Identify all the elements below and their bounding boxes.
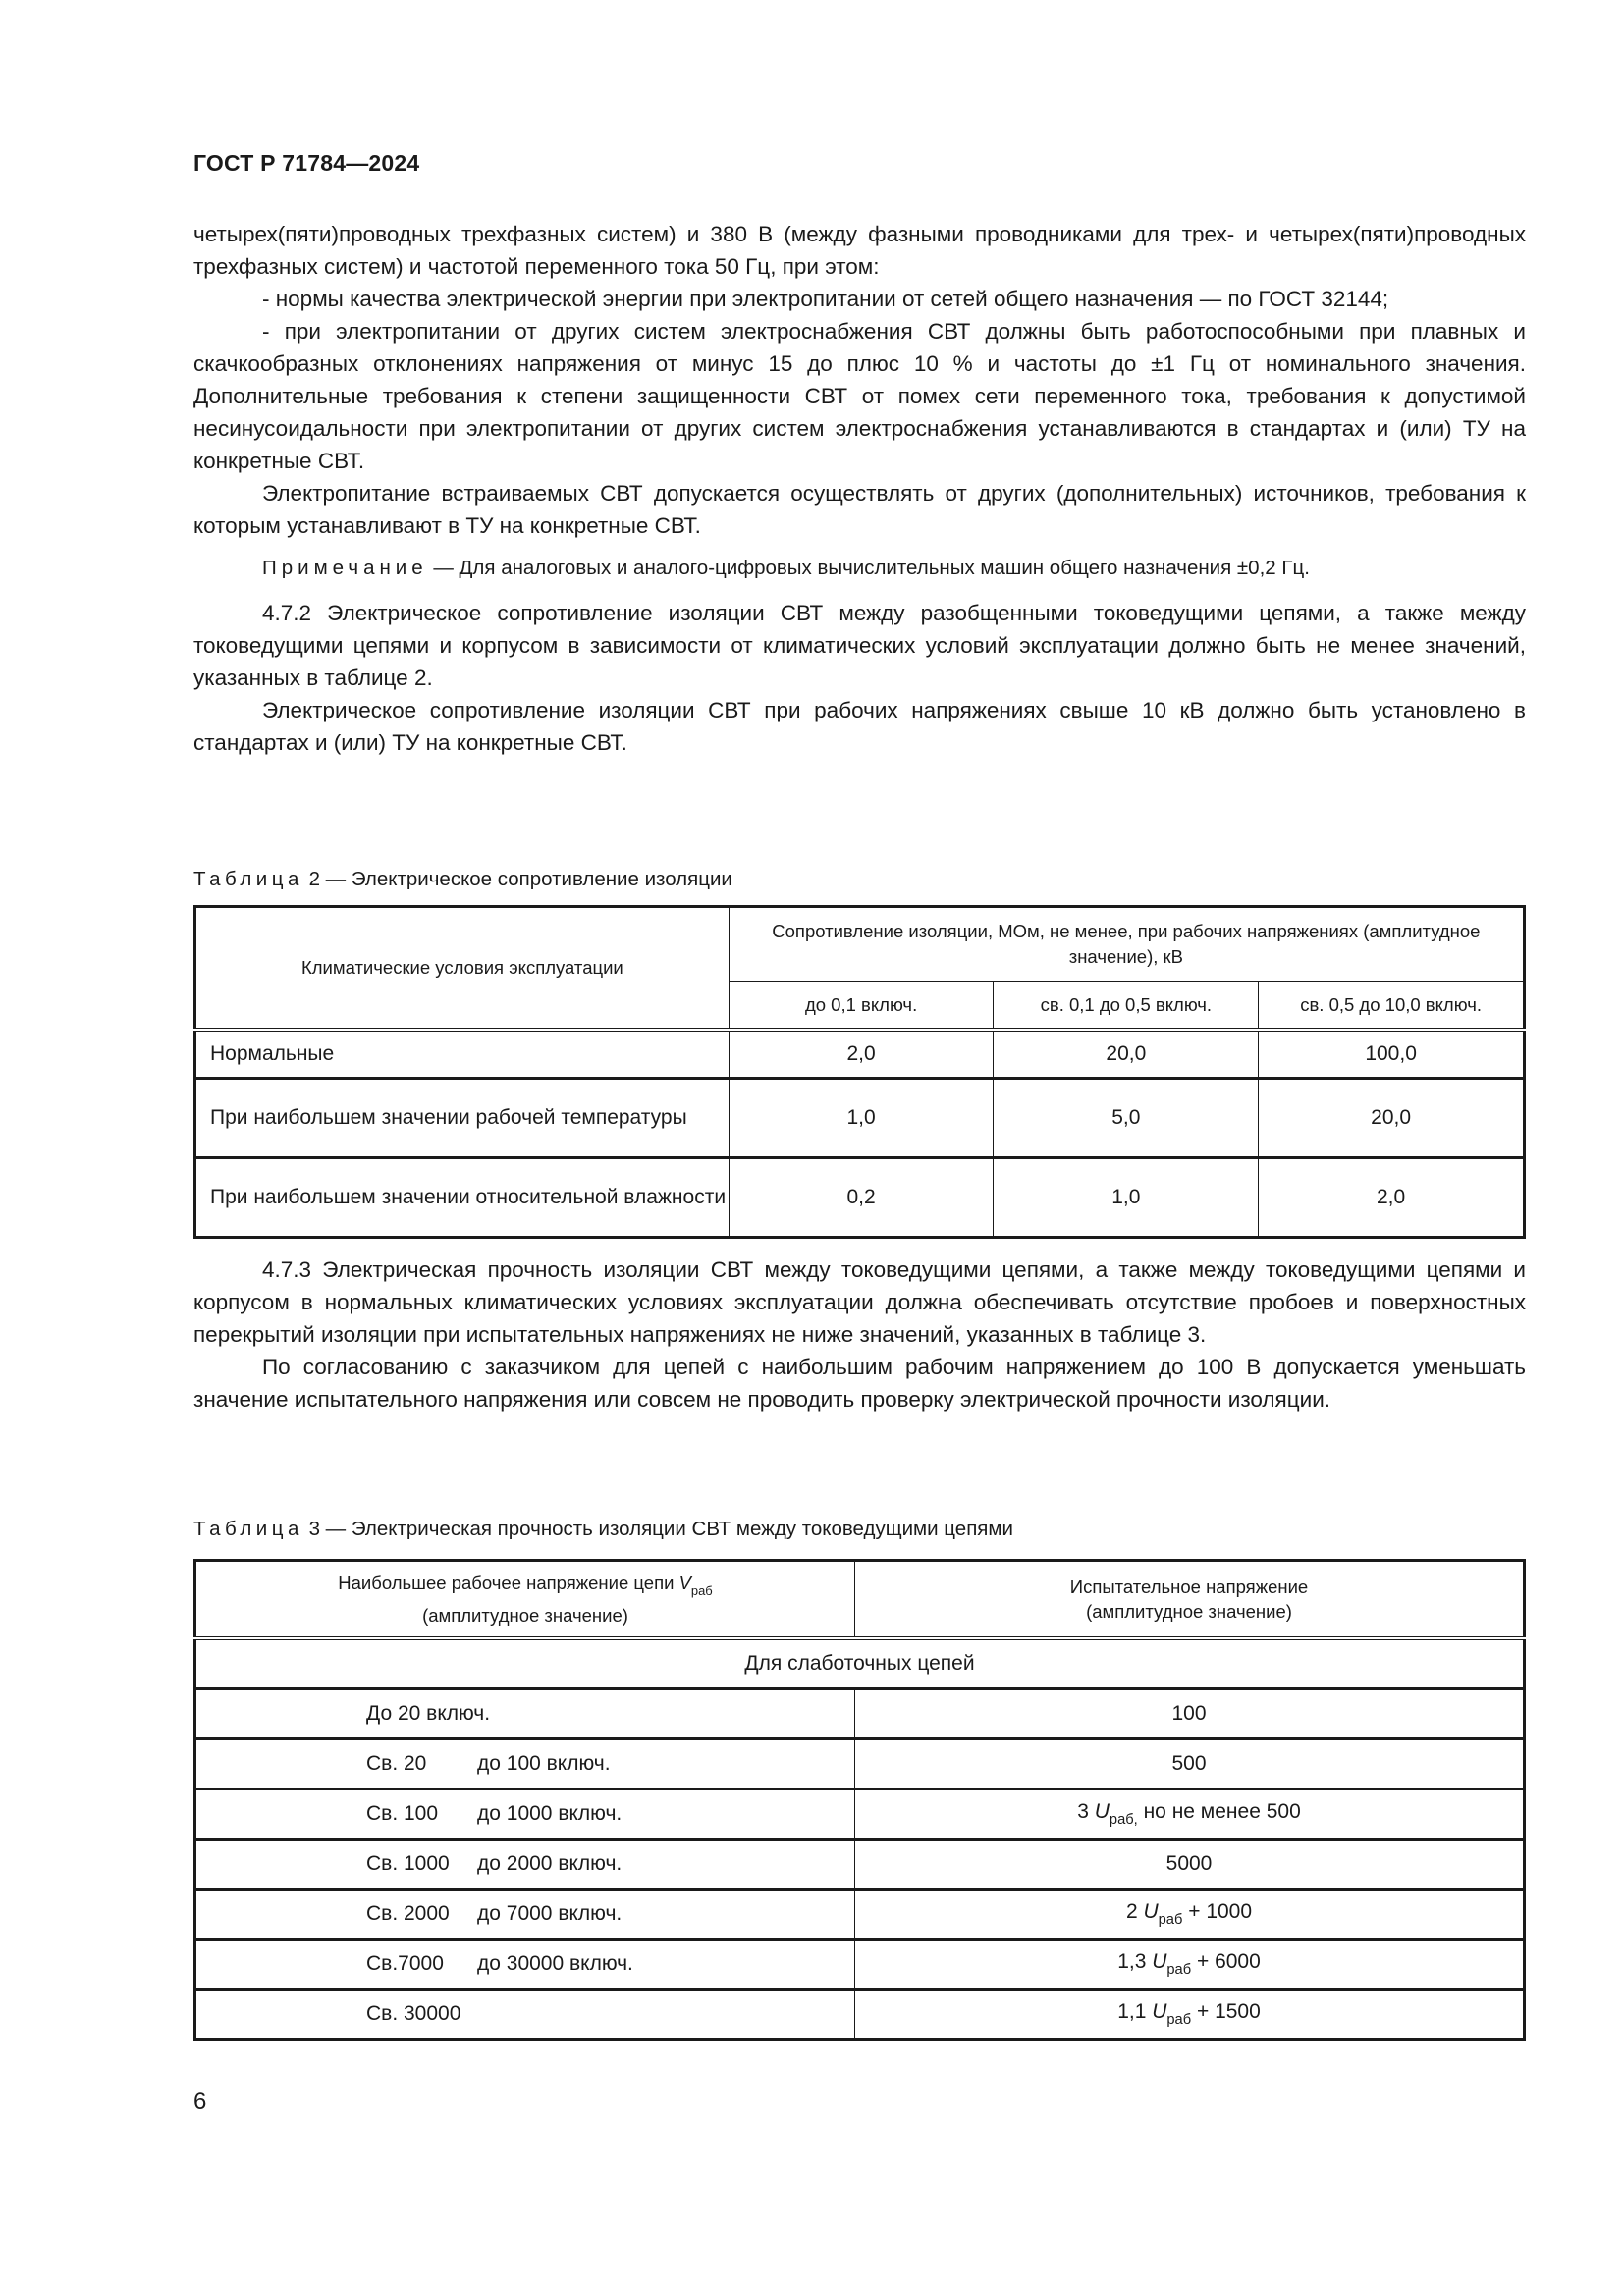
table-title: 2 — Электрическое сопротивление изоляции	[302, 868, 732, 890]
paragraph: четырех(пяти)проводных трехфазных систем) и 380 В (между фазными проводниками для трех- и четырех(пяти)проводных трехфазных систем) и частотой переменного тока 50 Гц, при этом:	[193, 222, 1526, 279]
row-label: При наибольшем значении относительной влажности	[195, 1158, 730, 1238]
column-header-test-voltage: Испытательное напряжение (амплитудное значение)	[855, 1561, 1525, 1639]
page-number: 6	[193, 2088, 207, 2114]
table-row	[195, 1940, 1525, 1990]
cell: 1,0	[994, 1158, 1259, 1238]
cell: 1,0	[729, 1079, 994, 1158]
table-row	[195, 1739, 1525, 1789]
column-header: св. 0,1 до 0,5 включ.	[994, 982, 1259, 1031]
cell: 100,0	[1259, 1030, 1525, 1079]
cell: 2,0	[1259, 1158, 1525, 1238]
table-3-caption	[193, 1518, 1013, 1541]
column-header-working-voltage: Наибольшее рабочее напряжение цепи $V_{раб}$ (амплитудное значение)	[195, 1561, 855, 1639]
test-voltage-cell: 2 $U_{раб} + 1000$	[855, 1890, 1525, 1940]
table-row	[195, 1079, 1525, 1158]
row-label: При наибольшем значении рабочей температуры	[195, 1079, 730, 1158]
body-text	[193, 218, 1526, 759]
table-row	[195, 1890, 1525, 1940]
cell: 2,0	[729, 1030, 994, 1079]
table-row	[195, 1030, 1525, 1079]
table-2-caption	[193, 868, 732, 891]
test-voltage-cell: 1,1 $U_{раб} + 1500$	[855, 1990, 1525, 2040]
table-row	[195, 1840, 1525, 1890]
range-cell: Св. 2000 до 7000 включ.	[195, 1890, 855, 1940]
cell: 0,2	[729, 1158, 994, 1238]
table-label: Таблица	[193, 1518, 303, 1540]
paragraph: По согласованию с заказчиком для цепей с наибольшим рабочим напряжением до 100 В допускается уменьшать значение испытательного напряжения или совсем не проводить проверку электрической прочности изоляции.	[193, 1355, 1526, 1412]
column-header: св. 0,5 до 10,0 включ.	[1259, 982, 1525, 1031]
table-3	[193, 1559, 1526, 2041]
test-voltage-cell: 100	[855, 1689, 1525, 1739]
list-item: - нормы качества электрической энергии при электропитании от сетей общего назначения — по ГОСТ 32144;	[262, 287, 1389, 311]
range-cell: Св. 1000 до 2000 включ.	[195, 1840, 855, 1890]
note-label: Примечание	[262, 557, 428, 579]
range-cell: Св. 20 до 100 включ.	[195, 1739, 855, 1789]
list-item: - при электропитании от других систем электроснабжения СВТ должны быть работоспособными при плавных и скачкообразных отклонениях напряжения от минус 15 до плюс 10 % и частоты до ±1 Гц от номинального значения. Дополнительные требования к степени защищенности СВТ от помех сети переменного тока, требования к допустимой несинусоидальности при электропитании от других систем электроснабжения устанавливаются в стандартах и (или) ТУ на конкретные СВТ.	[193, 319, 1526, 473]
row-label: Нормальные	[195, 1030, 730, 1079]
clause-4-7-3: 4.7.3 Электрическая прочность изоляции СВТ между токоведущими цепями, а также между токоведущими цепями и корпусом в нормальных климатических условиях эксплуатации должна обеспечивать отсутствие пробоев и поверхностных перекрытий изоляции при испытательных напряжениях не ниже значений, указанных в таблице 3.	[193, 1257, 1526, 1347]
document-id-header: ГОСТ Р 71784—2024	[193, 150, 420, 176]
range-cell: Св.7000 до 30000 включ.	[195, 1940, 855, 1990]
table-row	[195, 1689, 1525, 1739]
voltage-symbol: V	[678, 1573, 691, 1593]
test-voltage-cell: 3 $U_{раб,}$ но не менее 500	[855, 1789, 1525, 1840]
range-cell: Св. 30000	[195, 1990, 855, 2040]
column-header-climate: Климатические условия эксплуатации	[195, 907, 730, 1031]
section-label: Для слаботочных цепей	[195, 1638, 1525, 1689]
table-2	[193, 905, 1526, 1239]
clause-4-7-2: 4.7.2 Электрическое сопротивление изоляции СВТ между разобщенными токоведущими цепями, а также между токоведущими цепями и корпусом в зависимости от климатических условий эксплуатации должно быть не менее значений, указанных в таблице 2.	[193, 601, 1526, 690]
table-row	[195, 1789, 1525, 1840]
cell: 20,0	[994, 1030, 1259, 1079]
note-text: — Для аналоговых и аналого-цифровых вычислительных машин общего назначения ±0,2 Гц.	[427, 557, 1310, 579]
range-cell: Св. 100 до 1000 включ.	[195, 1789, 855, 1840]
note	[193, 554, 1526, 583]
test-voltage-cell: 5000	[855, 1840, 1525, 1890]
table-row	[195, 1158, 1525, 1238]
cell: 5,0	[994, 1079, 1259, 1158]
paragraph: Электрическое сопротивление изоляции СВТ при рабочих напряжениях свыше 10 кВ должно быть установлено в стандартах и (или) ТУ на конкретные СВТ.	[193, 698, 1526, 755]
range-cell: До 20 включ.	[195, 1689, 855, 1739]
table-label: Таблица	[193, 868, 303, 890]
column-group-header-resistance: Сопротивление изоляции, МОм, не менее, при рабочих напряжениях (амплитудное значение), кВ	[729, 907, 1524, 982]
paragraph: Электропитание встраиваемых СВТ допускается осуществлять от других (дополнительных) источников, требования к которым устанавливают в ТУ на конкретные СВТ.	[193, 481, 1526, 538]
column-header: до 0,1 включ.	[729, 982, 994, 1031]
test-voltage-cell: 500	[855, 1739, 1525, 1789]
table-title: 3 — Электрическая прочность изоляции СВТ между токоведущими цепями	[302, 1518, 1013, 1540]
section-row	[195, 1638, 1525, 1689]
table-row	[195, 1990, 1525, 2040]
cell: 20,0	[1259, 1079, 1525, 1158]
test-voltage-cell: 1,3 $U_{раб} + 6000$	[855, 1940, 1525, 1990]
body-text-2	[193, 1254, 1526, 1415]
